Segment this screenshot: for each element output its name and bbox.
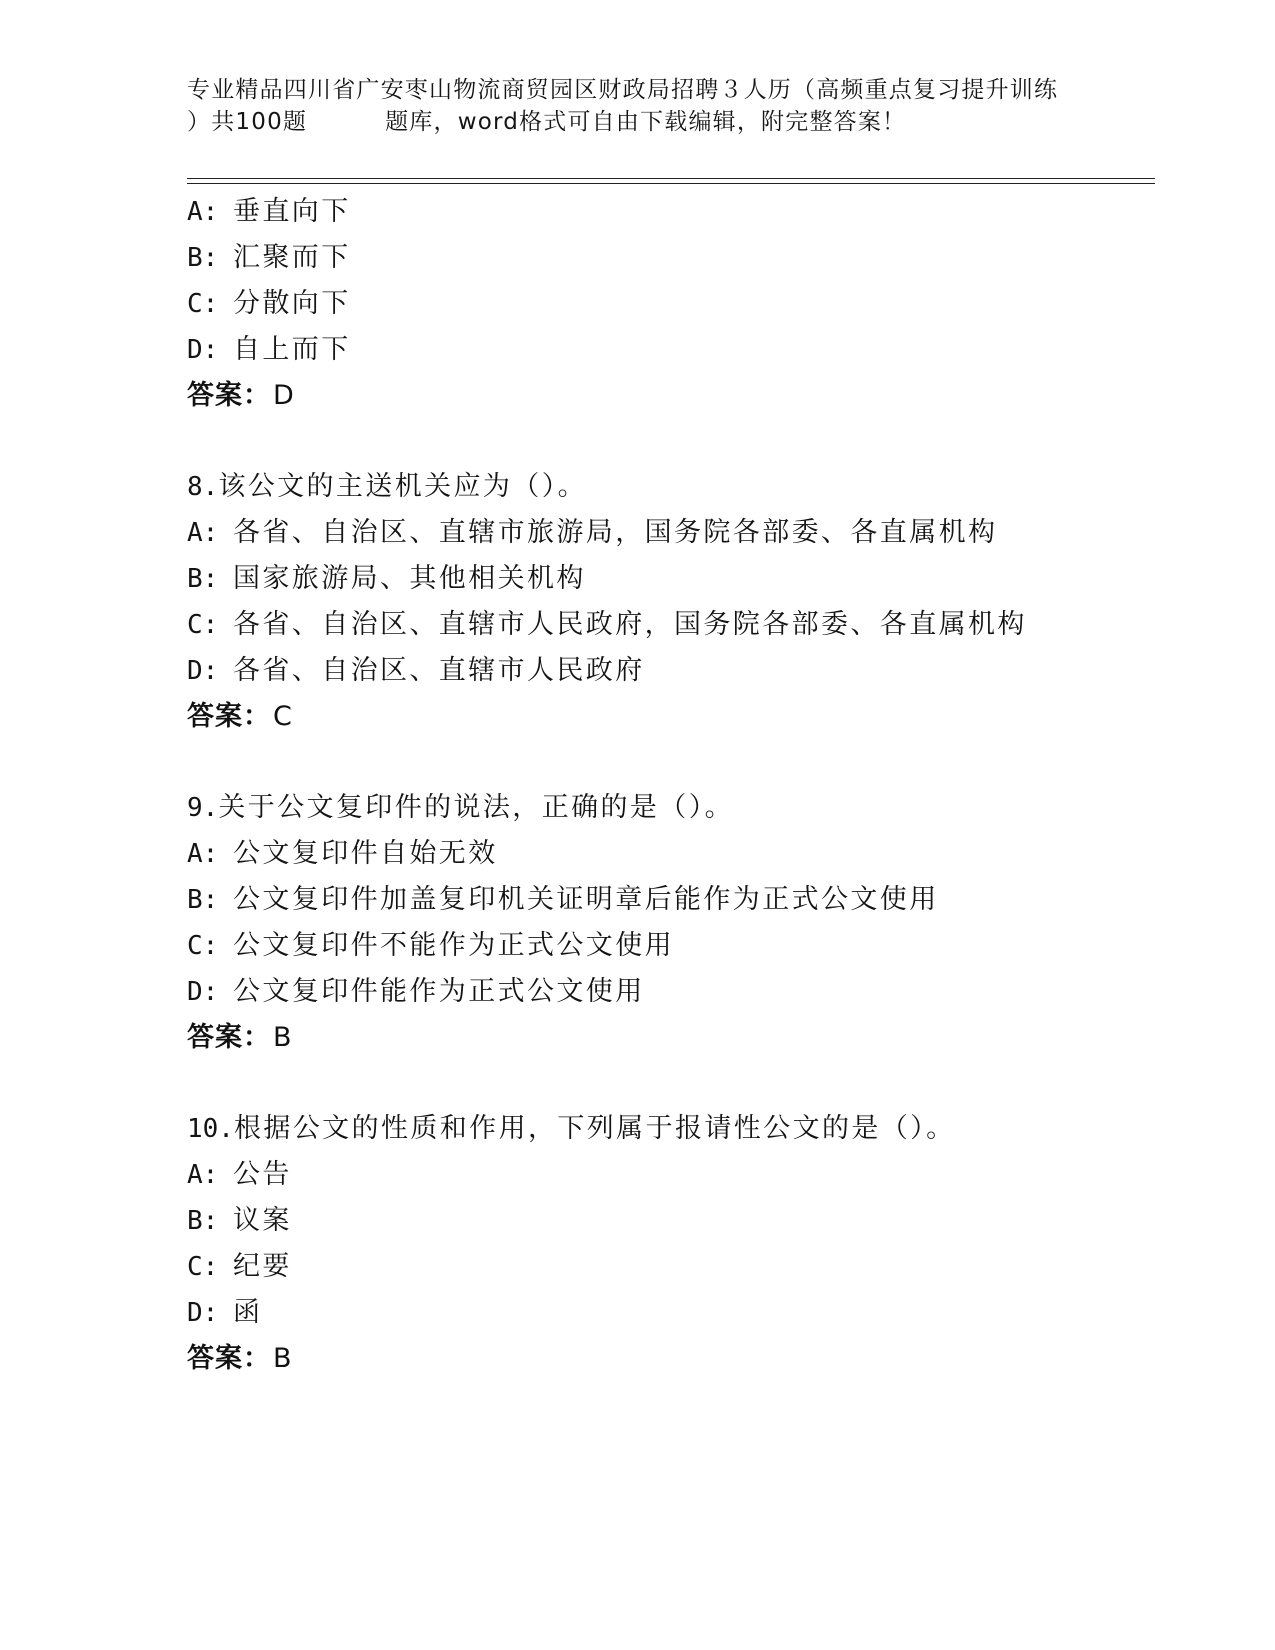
option-text: 议案: [233, 1205, 292, 1236]
option-row: [187, 1198, 1167, 1244]
answer-value: C: [273, 701, 293, 732]
option-text: 公告: [233, 1159, 292, 1190]
question-list: [187, 189, 1167, 1382]
question-line: [187, 1106, 1167, 1152]
option-letter: A:: [187, 1160, 219, 1190]
header-title-line-2a: ）共100题: [187, 109, 308, 135]
option-letter: B:: [187, 1206, 219, 1236]
option-text: 各省、自治区、直辖市人民政府: [233, 655, 645, 686]
option-letter: D:: [187, 1298, 219, 1328]
question-text: 关于公文复印件的说法，正确的是（）。: [218, 792, 735, 823]
question-block: [187, 785, 1167, 1061]
answer-value: B: [273, 1022, 293, 1053]
option-text: 函: [233, 1297, 263, 1328]
option-row: [187, 235, 1167, 281]
answer-value: D: [273, 380, 295, 411]
question-number: 9.: [187, 793, 219, 823]
answer-line: [187, 1015, 1167, 1061]
option-letter: B:: [187, 885, 219, 915]
header-title-line-2b: 题库，word格式可自由下载编辑，附完整答案！: [385, 109, 907, 135]
answer-label: 答案：: [187, 701, 271, 732]
option-row: [187, 602, 1167, 648]
question-text: 该公文的主送机关应为（）。: [218, 471, 588, 502]
option-text: 公文复印件加盖复印机关证明章后能作为正式公文使用: [233, 884, 939, 915]
option-letter: A:: [187, 839, 219, 869]
option-letter: A:: [187, 518, 219, 548]
header-divider-top: [187, 178, 1155, 179]
question-line: [187, 785, 1167, 831]
option-letter: C:: [187, 610, 219, 640]
option-row: [187, 327, 1167, 373]
question-block: [187, 1106, 1167, 1382]
option-row: [187, 189, 1167, 235]
option-letter: C:: [187, 289, 219, 319]
option-text: 公文复印件能作为正式公文使用: [233, 976, 645, 1007]
question-number: 8.: [187, 472, 219, 502]
option-text: 公文复印件不能作为正式公文使用: [233, 930, 674, 961]
option-text: 自上而下: [233, 334, 351, 365]
option-letter: A:: [187, 197, 219, 227]
answer-label: 答案：: [187, 1022, 271, 1053]
option-letter: D:: [187, 977, 219, 1007]
option-text: 公文复印件自始无效: [233, 838, 498, 869]
option-letter: D:: [187, 335, 219, 365]
answer-label: 答案：: [187, 1343, 271, 1374]
document-header: [187, 74, 1087, 138]
option-row: [187, 1244, 1167, 1290]
option-text: 分散向下: [233, 288, 351, 319]
answer-line: [187, 1336, 1167, 1382]
answer-line: [187, 373, 1167, 419]
option-text: 垂直向下: [233, 196, 351, 227]
option-text: 汇聚而下: [233, 242, 351, 273]
option-row: [187, 923, 1167, 969]
header-title-line-1: 专业精品四川省广安枣山物流商贸园区财政局招聘３人历（高频重点复习提升训练: [187, 77, 1059, 103]
question-line: [187, 464, 1167, 510]
question-block: [187, 464, 1167, 740]
answer-value: B: [273, 1343, 293, 1374]
option-row: [187, 831, 1167, 877]
option-row: [187, 969, 1167, 1015]
option-letter: C:: [187, 1252, 219, 1282]
option-text: 纪要: [233, 1251, 292, 1282]
answer-label: 答案：: [187, 380, 271, 411]
option-text: 各省、自治区、直辖市人民政府，国务院各部委、各直属机构: [233, 609, 1027, 640]
option-letter: C:: [187, 931, 219, 961]
header-divider-bottom: [187, 183, 1155, 184]
option-row: [187, 510, 1167, 556]
question-block: [187, 189, 1167, 419]
question-number: 10.: [187, 1114, 234, 1144]
option-row: [187, 877, 1167, 923]
option-row: [187, 648, 1167, 694]
option-letter: B:: [187, 564, 219, 594]
option-text: 国家旅游局、其他相关机构: [233, 563, 586, 594]
question-text: 根据公文的性质和作用，下列属于报请性公文的是（）。: [233, 1113, 956, 1144]
header-title-line-2: [187, 106, 1087, 138]
option-letter: D:: [187, 656, 219, 686]
option-row: [187, 1152, 1167, 1198]
option-letter: B:: [187, 243, 219, 273]
option-text: 各省、自治区、直辖市旅游局，国务院各部委、各直属机构: [233, 517, 998, 548]
option-row: [187, 1290, 1167, 1336]
answer-line: [187, 694, 1167, 740]
option-row: [187, 281, 1167, 327]
option-row: [187, 556, 1167, 602]
